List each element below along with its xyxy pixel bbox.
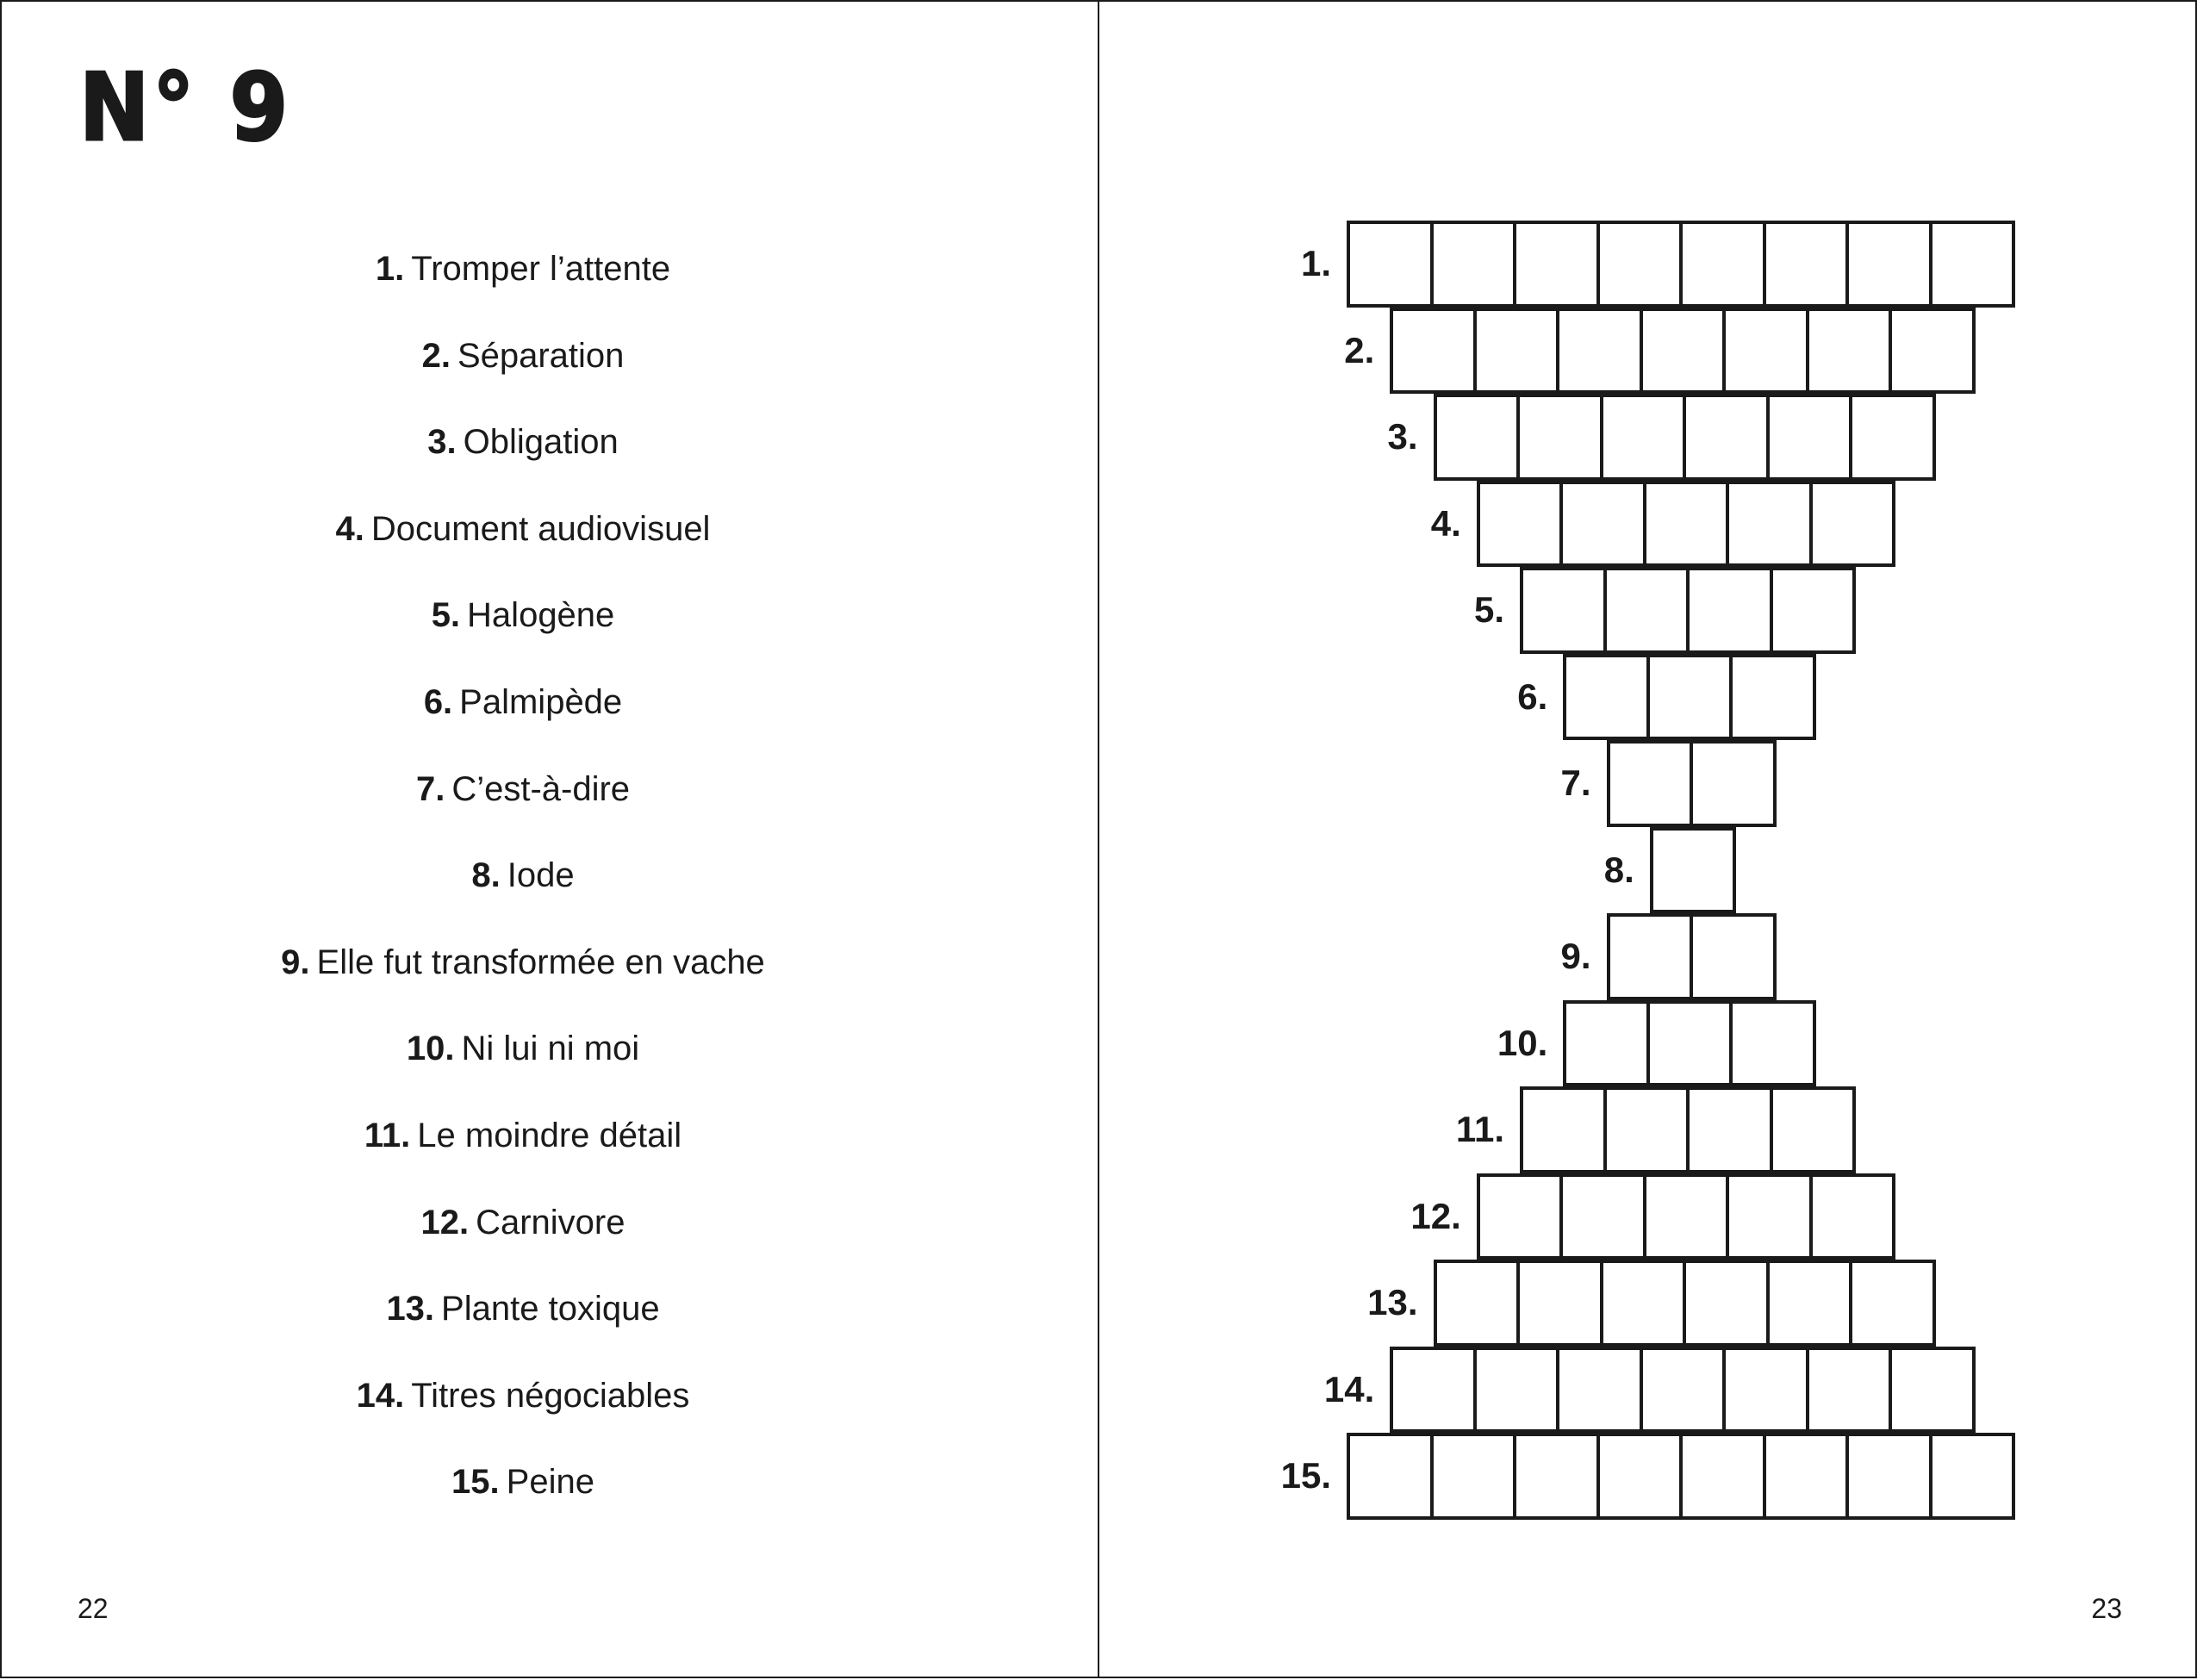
grid-cell[interactable] bbox=[1559, 1173, 1646, 1260]
grid-cell[interactable] bbox=[1889, 1347, 1976, 1434]
grid-cell[interactable] bbox=[1640, 1347, 1727, 1434]
clue-item bbox=[2, 1454, 1044, 1541]
grid-cell[interactable] bbox=[1643, 481, 1730, 568]
grid-cell[interactable] bbox=[1556, 308, 1643, 395]
grid-cell[interactable] bbox=[1690, 913, 1777, 1000]
grid-cell[interactable] bbox=[1722, 308, 1809, 395]
clue-item bbox=[2, 1281, 1044, 1368]
clue-item bbox=[2, 848, 1044, 935]
row-label: 4. bbox=[1430, 502, 1461, 544]
row-label: 2. bbox=[1344, 329, 1375, 370]
row-label: 8. bbox=[1603, 849, 1634, 890]
clue-item bbox=[2, 501, 1044, 588]
grid-cell[interactable] bbox=[1729, 654, 1816, 741]
grid-cell[interactable] bbox=[1516, 1260, 1603, 1347]
clue-item bbox=[2, 1195, 1044, 1282]
grid-row bbox=[1520, 1086, 1852, 1173]
grid-cell[interactable] bbox=[1430, 221, 1517, 308]
clue-item bbox=[2, 935, 1044, 1022]
grid-cell[interactable] bbox=[1390, 308, 1477, 395]
grid-cell[interactable] bbox=[1770, 1086, 1857, 1173]
clue-list bbox=[2, 241, 1044, 1541]
clue-item bbox=[2, 1368, 1044, 1455]
page-number-left: 22 bbox=[78, 1593, 109, 1624]
clue-text: Le moindre détail bbox=[417, 1116, 682, 1154]
grid-cell[interactable] bbox=[1683, 1260, 1770, 1347]
clue-number: 4. bbox=[335, 509, 364, 548]
grid-row bbox=[1477, 481, 1893, 568]
grid-cell[interactable] bbox=[1806, 1347, 1893, 1434]
row-label: 1. bbox=[1300, 243, 1331, 283]
grid-row bbox=[1563, 1000, 1813, 1087]
clue-number: 7. bbox=[415, 769, 445, 808]
grid-cell[interactable] bbox=[1729, 1000, 1816, 1087]
grid-row bbox=[1477, 1173, 1893, 1260]
row-label: 15. bbox=[1280, 1455, 1331, 1496]
clue-item bbox=[2, 414, 1044, 501]
grid-cell[interactable] bbox=[1347, 221, 1434, 308]
clue-text: Document audiovisuel bbox=[370, 509, 711, 548]
grid-cell[interactable] bbox=[1347, 1433, 1434, 1520]
grid-cell[interactable] bbox=[1607, 740, 1694, 827]
grid-cell[interactable] bbox=[1390, 1347, 1477, 1434]
clue-number: 11. bbox=[364, 1116, 411, 1154]
grid-row bbox=[1607, 913, 1773, 1000]
grid-cell[interactable] bbox=[1646, 654, 1733, 741]
clue-number: 13. bbox=[386, 1290, 435, 1328]
row-label: 14. bbox=[1323, 1368, 1375, 1409]
grid-row bbox=[1563, 654, 1813, 741]
clue-number: 3. bbox=[427, 423, 457, 462]
clue-number: 10. bbox=[406, 1030, 455, 1068]
row-label: 5. bbox=[1473, 589, 1504, 630]
grid-cell[interactable] bbox=[1646, 1000, 1733, 1087]
left-page bbox=[0, 0, 1099, 1678]
grid-cell[interactable] bbox=[1513, 221, 1600, 308]
grid-cell[interactable] bbox=[1477, 1173, 1564, 1260]
grid-cell[interactable] bbox=[1679, 1433, 1766, 1520]
clue-number: 12. bbox=[420, 1203, 470, 1241]
grid-row bbox=[1434, 394, 1932, 481]
clue-item bbox=[2, 241, 1044, 328]
clue-item bbox=[2, 675, 1044, 762]
grid-row bbox=[1347, 221, 2012, 308]
clue-text: Titres négociables bbox=[411, 1376, 690, 1415]
clue-number: 15. bbox=[451, 1463, 500, 1502]
grid-row bbox=[1347, 1433, 2012, 1520]
grid-cell[interactable] bbox=[1563, 654, 1650, 741]
clue-item bbox=[2, 1021, 1044, 1108]
grid-cell[interactable] bbox=[1600, 1260, 1687, 1347]
grid-cell[interactable] bbox=[1679, 221, 1766, 308]
clue-number: 8. bbox=[471, 856, 501, 895]
grid-cell[interactable] bbox=[1722, 1347, 1809, 1434]
grid-cell[interactable] bbox=[1563, 1000, 1650, 1087]
clue-text: Palmipède bbox=[459, 682, 623, 721]
clue-number: 9. bbox=[281, 943, 310, 981]
clue-text: Ni lui ni moi bbox=[461, 1030, 640, 1068]
clue-text: Carnivore bbox=[476, 1203, 625, 1241]
row-label: 3. bbox=[1387, 416, 1418, 457]
clue-text: Obligation bbox=[463, 423, 619, 462]
clue-item bbox=[2, 328, 1044, 415]
grid-cell[interactable] bbox=[1770, 567, 1857, 654]
grid-cell[interactable] bbox=[1726, 481, 1813, 568]
grid-cell[interactable] bbox=[1809, 481, 1896, 568]
grid-cell[interactable] bbox=[1600, 394, 1687, 481]
grid-cell[interactable] bbox=[1520, 567, 1607, 654]
grid-row bbox=[1607, 740, 1773, 827]
clue-text: Iode bbox=[507, 856, 575, 895]
clue-text: Peine bbox=[506, 1463, 594, 1502]
grid-cell[interactable] bbox=[1806, 308, 1893, 395]
grid-cell[interactable] bbox=[1763, 221, 1850, 308]
grid-cell[interactable] bbox=[1929, 1433, 2016, 1520]
row-label: 9. bbox=[1560, 936, 1591, 976]
grid-cell[interactable] bbox=[1556, 1347, 1643, 1434]
clue-number: 5. bbox=[431, 596, 461, 635]
clue-text: Plante toxique bbox=[441, 1290, 660, 1328]
grid-cell[interactable] bbox=[1809, 1173, 1896, 1260]
grid-row bbox=[1390, 308, 1972, 395]
row-label: 12. bbox=[1410, 1195, 1461, 1236]
row-label: 7. bbox=[1560, 762, 1591, 803]
grid-cell[interactable] bbox=[1603, 1086, 1690, 1173]
grid-cell[interactable] bbox=[1596, 1433, 1684, 1520]
grid-cell[interactable] bbox=[1434, 1260, 1521, 1347]
puzzle-title: N° 9 bbox=[79, 54, 291, 162]
grid-row bbox=[1520, 567, 1852, 654]
clue-item bbox=[2, 1108, 1044, 1195]
row-label: 13. bbox=[1367, 1282, 1418, 1322]
grid-cell[interactable] bbox=[1559, 481, 1646, 568]
grid-cell[interactable] bbox=[1845, 1433, 1932, 1520]
grid-cell[interactable] bbox=[1929, 221, 2016, 308]
grid-cell[interactable] bbox=[1596, 221, 1684, 308]
clue-text: Séparation bbox=[457, 336, 625, 375]
grid-cell[interactable] bbox=[1845, 221, 1932, 308]
clue-item bbox=[2, 588, 1044, 675]
grid-row bbox=[1390, 1347, 1972, 1434]
clue-number: 14. bbox=[356, 1376, 405, 1415]
grid-cell[interactable] bbox=[1650, 827, 1737, 914]
page-number-right: 23 bbox=[2091, 1593, 2122, 1624]
row-label: 6. bbox=[1517, 675, 1548, 717]
grid-cell[interactable] bbox=[1726, 1173, 1813, 1260]
row-label: 11. bbox=[1455, 1109, 1504, 1149]
clue-text: Tromper l’attente bbox=[411, 250, 671, 288]
grid-cell[interactable] bbox=[1686, 1086, 1773, 1173]
grid-cell[interactable] bbox=[1473, 308, 1560, 395]
grid-cell[interactable] bbox=[1607, 913, 1694, 1000]
grid-cell[interactable] bbox=[1686, 567, 1773, 654]
grid-cell[interactable] bbox=[1766, 394, 1853, 481]
grid-cell[interactable] bbox=[1763, 1433, 1850, 1520]
clue-number: 1. bbox=[375, 250, 405, 288]
grid-cell[interactable] bbox=[1434, 394, 1521, 481]
grid-row bbox=[1434, 1260, 1932, 1347]
grid-cell[interactable] bbox=[1690, 740, 1777, 827]
grid-cell[interactable] bbox=[1889, 308, 1976, 395]
grid-cell[interactable] bbox=[1683, 394, 1770, 481]
clue-item bbox=[2, 762, 1044, 849]
grid-cell[interactable] bbox=[1640, 308, 1727, 395]
grid-cell[interactable] bbox=[1766, 1260, 1853, 1347]
grid-cell[interactable] bbox=[1513, 1433, 1600, 1520]
grid-row bbox=[1650, 827, 1733, 914]
grid-cell[interactable] bbox=[1603, 567, 1690, 654]
clue-text: Halogène bbox=[467, 596, 615, 635]
clue-number: 2. bbox=[421, 336, 451, 375]
clue-text: Elle fut transformée en vache bbox=[316, 943, 765, 981]
clue-number: 6. bbox=[423, 682, 453, 721]
grid-cell[interactable] bbox=[1473, 1347, 1560, 1434]
grid-cell[interactable] bbox=[1643, 1173, 1730, 1260]
grid-cell[interactable] bbox=[1849, 1260, 1936, 1347]
grid-cell[interactable] bbox=[1520, 1086, 1607, 1173]
row-label: 10. bbox=[1497, 1022, 1548, 1063]
clue-text: C’est-à-dire bbox=[451, 769, 631, 808]
grid-cell[interactable] bbox=[1849, 394, 1936, 481]
grid-cell[interactable] bbox=[1430, 1433, 1517, 1520]
grid-cell[interactable] bbox=[1477, 481, 1564, 568]
grid-cell[interactable] bbox=[1516, 394, 1603, 481]
